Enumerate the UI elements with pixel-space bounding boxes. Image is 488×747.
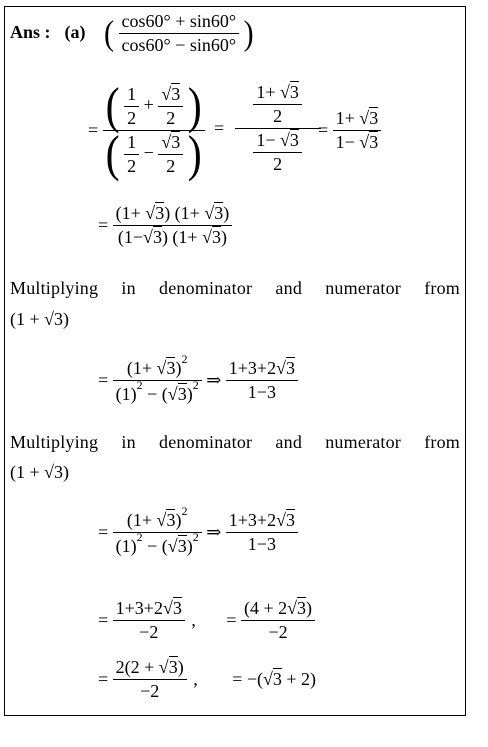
step-5: = $\frac{1+3+2√3}{-2}$ , = $\frac{(4 + 2√3)}{-2}$: [98, 598, 315, 643]
explanation-2: Multiplying in denominator and numerator from: [10, 432, 460, 452]
answer-option: (a): [64, 22, 86, 42]
given-expression: ( $\frac{\cos 60^\circ + \sin 60^\circ}{\cos 60^\circ - \sin 60^\circ}$ ): [104, 11, 254, 55]
step-3: = $\frac{(1+ √3)^2}{(1)^2 - (√3)^2}$ ⇒ $\frac{1+3+2√3}{1-3}$: [98, 356, 298, 405]
given-denominator: cos60° − sin60°: [121, 35, 237, 55]
answer-header: [10, 22, 86, 43]
given-numerator: cos60° + sin60°: [121, 11, 237, 31]
answer-label: Ans :: [10, 22, 51, 42]
explanation-1: Multiplying in denominator and numerator from: [10, 278, 460, 298]
factor-1: (1 + √3): [10, 309, 70, 329]
step-4: = $\frac{(1+ √3)^2}{(1)^2 - (√3)^2}$ ⇒ $\frac{1+3+2√3}{1-3}$: [98, 508, 298, 557]
step-1: = ( $\frac{1}{2}$ + $\frac{√3}{2}$ ) ( $\frac{1}{2}$ − $\frac{√3}{2}$ ): [88, 84, 205, 177]
step-1c: = $\frac{1+ √3}{1- √3}$: [318, 108, 381, 153]
step-6: = $\frac{2(2 + √3)}{-2}$ , = −(√3 + 2): [98, 657, 317, 701]
step-2: = $\frac{(1+ √3) (1+ √3)}{(1-√3) (1+ √3)}$: [98, 203, 232, 248]
step-1b: = $\frac{\frac{1+ √3}{2}}{\frac{1- √3}{2}}$: [214, 82, 321, 175]
factor-2: (1 + √3): [10, 462, 70, 482]
